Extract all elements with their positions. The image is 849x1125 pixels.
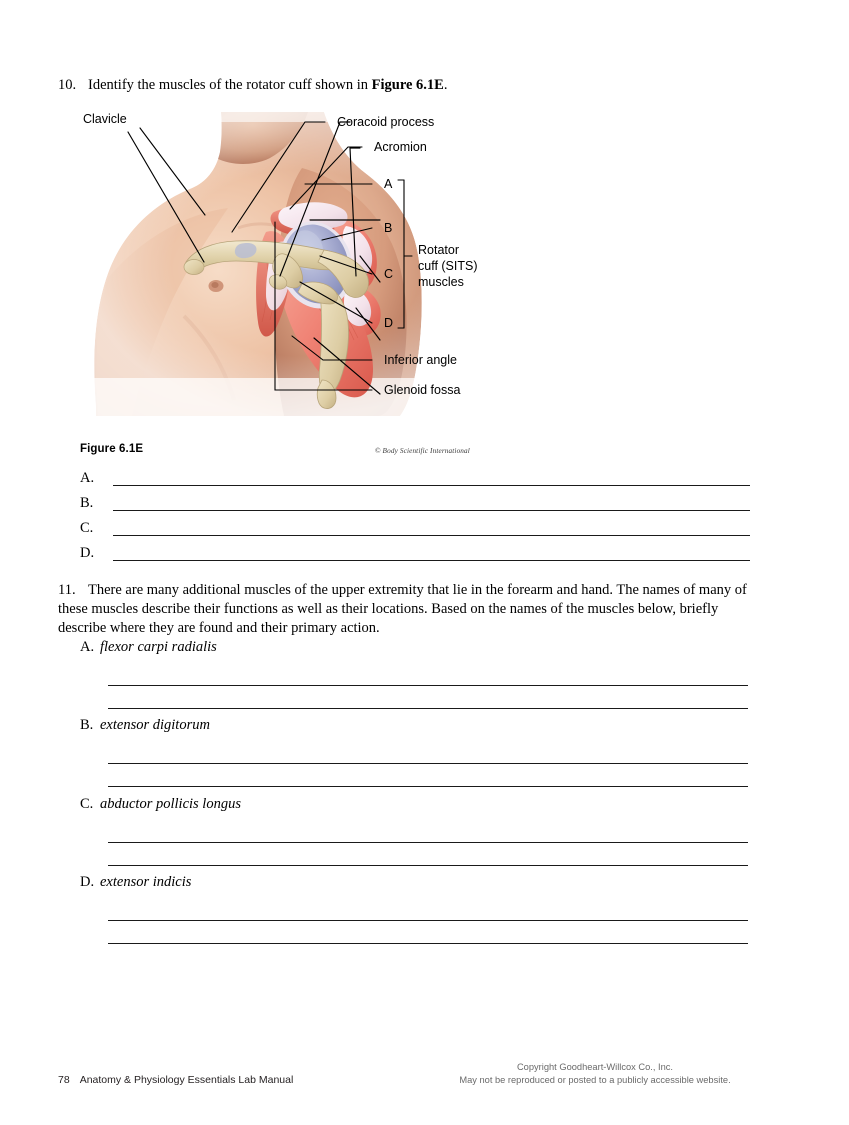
label-inferior-angle: Inferior angle	[384, 353, 457, 367]
figure-6-1e	[83, 108, 508, 418]
question-10-figure-reference: Figure 6.1E	[371, 77, 444, 93]
footer-left	[58, 1074, 293, 1086]
answer-letter-a: A.	[80, 470, 95, 486]
answer-row-d	[80, 545, 750, 570]
answer-row-a	[80, 470, 750, 495]
answer-row-c	[80, 520, 750, 545]
answer-letter-d: D.	[80, 545, 95, 561]
question-10-text-before: Identify the muscles of the rotator cuff shown in	[88, 77, 372, 93]
answer-blanks	[80, 470, 750, 570]
answer-letter-b: B.	[80, 495, 94, 511]
answer-line-c[interactable]	[113, 535, 750, 536]
label-d: D	[384, 316, 394, 330]
question-11-number: 11.	[58, 582, 76, 598]
subitem-c-line-1[interactable]	[108, 842, 748, 843]
label-coracoid-process: Coracoid process	[337, 115, 435, 129]
copyright-line-2: May not be reproduced or posted to a publicly accessible website.	[459, 1075, 731, 1086]
answer-line-b[interactable]	[113, 510, 750, 511]
figure-caption: Figure 6.1E	[80, 443, 144, 455]
label-a: A	[384, 177, 393, 191]
label-b: B	[384, 221, 393, 235]
subitem-b-letter: B.	[80, 717, 94, 733]
label-c: C	[384, 267, 394, 281]
subitem-b-label	[80, 717, 748, 734]
subitem-a-label	[80, 639, 748, 656]
subitem-a-name: flexor carpi radialis	[100, 639, 217, 655]
bracket-line-2: cuff (SITS)	[418, 259, 478, 273]
subitem-d-label	[80, 874, 748, 891]
subitem-a-line-2[interactable]	[108, 708, 748, 709]
subitem-d-letter: D.	[80, 874, 95, 890]
bracket-line-3: muscles	[418, 275, 464, 289]
subitem-c-name: abductor pollicis longus	[100, 796, 241, 812]
question-11-text: There are many additional muscles of the upper extremity that lie in the forearm and hand. The names of many of these muscles describe their functions as well as their locations. Based on the names of the muscles below, briefly describe where they are found and their primary action.	[58, 582, 747, 637]
answer-row-b	[80, 495, 750, 520]
question-10-text	[88, 77, 447, 93]
subitem-c-line-2[interactable]	[108, 865, 748, 866]
label-clavicle: Clavicle	[83, 112, 127, 126]
subitem-b-name: extensor digitorum	[100, 717, 210, 733]
label-rotator-cuff-bracket	[418, 242, 478, 290]
figure-credit: © Body Scientific International	[375, 447, 470, 455]
question-10	[58, 76, 758, 96]
question-11-subitem-d	[80, 874, 748, 952]
subitem-d-line-2[interactable]	[108, 943, 748, 944]
subitem-b-line-2[interactable]	[108, 786, 748, 787]
question-11-subitem-b	[80, 717, 748, 795]
question-11-subitem-a	[80, 639, 748, 717]
bracket-line-1: Rotator	[418, 243, 459, 257]
footer-copyright	[440, 1061, 750, 1088]
subitem-d-line-1[interactable]	[108, 920, 748, 921]
answer-line-d[interactable]	[113, 560, 750, 561]
answer-letter-c: C.	[80, 520, 94, 536]
footer-page-number: 78	[58, 1074, 70, 1086]
footer-book-title: Anatomy & Physiology Essentials Lab Manual	[79, 1074, 294, 1086]
subitem-d-name: extensor indicis	[100, 874, 192, 890]
subitem-c-letter: C.	[80, 796, 94, 812]
label-acromion: Acromion	[374, 140, 427, 154]
question-11	[58, 581, 752, 638]
subitem-b-line-1[interactable]	[108, 763, 748, 764]
copyright-line-1: Copyright Goodheart-Willcox Co., Inc.	[516, 1062, 674, 1072]
label-glenoid-fossa: Glenoid fossa	[384, 383, 461, 397]
subitem-a-letter: A.	[80, 639, 95, 655]
question-10-text-after: .	[443, 77, 448, 93]
question-10-number: 10.	[58, 77, 77, 93]
question-11-subitem-c	[80, 796, 748, 874]
subitem-c-label	[80, 796, 748, 813]
subitem-a-line-1[interactable]	[108, 685, 748, 686]
answer-line-a[interactable]	[113, 485, 750, 486]
